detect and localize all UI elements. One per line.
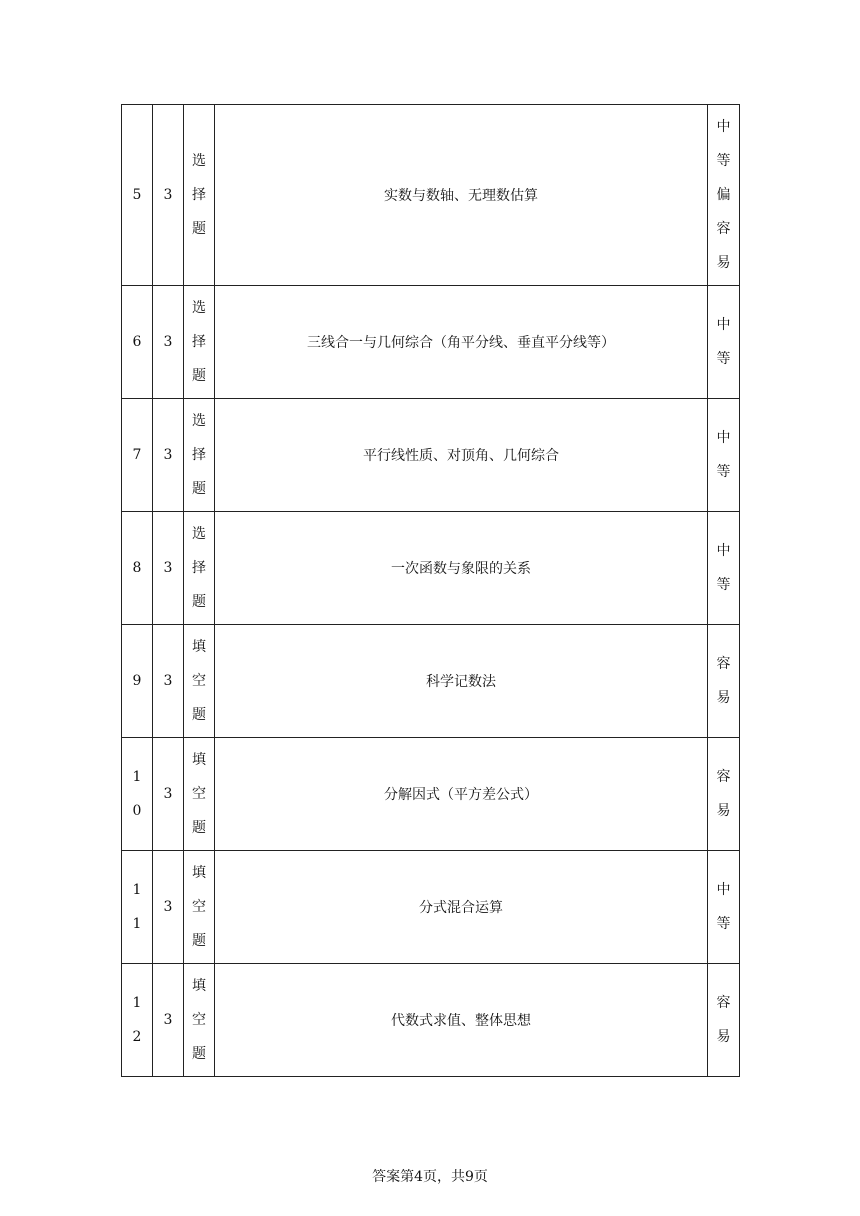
table-row xyxy=(122,964,740,1077)
table-row xyxy=(122,399,740,512)
question-score xyxy=(153,964,184,1077)
table-body xyxy=(122,105,740,1077)
question-type-text: 填 空 题 xyxy=(192,752,206,836)
question-score-text: 3 xyxy=(163,334,173,350)
question-type xyxy=(184,512,215,625)
knowledge-point: 一次函数与象限的关系 xyxy=(215,512,708,625)
table-row xyxy=(122,512,740,625)
question-number xyxy=(122,105,153,286)
question-score-text: 3 xyxy=(163,447,173,463)
question-score-text: 3 xyxy=(163,187,173,203)
question-type xyxy=(184,286,215,399)
knowledge-point: 三线合一与几何综合（角平分线、垂直平分线等） xyxy=(215,286,708,399)
knowledge-point: 分式混合运算 xyxy=(215,851,708,964)
difficulty xyxy=(708,625,740,738)
question-type-text: 选 择 题 xyxy=(192,153,206,237)
difficulty-text: 容 易 xyxy=(716,769,731,819)
question-score-text: 3 xyxy=(163,560,173,576)
question-type xyxy=(184,625,215,738)
table-row xyxy=(122,105,740,286)
question-score xyxy=(153,625,184,738)
table-row xyxy=(122,738,740,851)
question-number-text: 1 0 xyxy=(132,769,142,819)
answer-analysis-table xyxy=(121,104,740,1077)
question-number-text: 7 xyxy=(132,447,142,463)
difficulty xyxy=(708,399,740,512)
question-score xyxy=(153,286,184,399)
difficulty xyxy=(708,105,740,286)
difficulty xyxy=(708,512,740,625)
question-type xyxy=(184,851,215,964)
difficulty xyxy=(708,286,740,399)
question-type-text: 选 择 题 xyxy=(192,413,206,497)
knowledge-point: 代数式求值、整体思想 xyxy=(215,964,708,1077)
difficulty-text: 中 等 xyxy=(716,317,731,367)
knowledge-point: 分解因式（平方差公式） xyxy=(215,738,708,851)
question-score-text: 3 xyxy=(163,673,173,689)
question-type-text: 填 空 题 xyxy=(192,978,206,1062)
difficulty-text: 容 易 xyxy=(716,656,731,706)
question-number-text: 1 2 xyxy=(132,995,142,1045)
question-number xyxy=(122,512,153,625)
knowledge-point: 科学记数法 xyxy=(215,625,708,738)
question-score xyxy=(153,399,184,512)
table-row xyxy=(122,851,740,964)
difficulty xyxy=(708,964,740,1077)
page-footer: 答案第4页，共9页 xyxy=(372,1169,488,1185)
knowledge-point: 平行线性质、对顶角、几何综合 xyxy=(215,399,708,512)
question-type-text: 选 择 题 xyxy=(192,300,206,384)
question-number xyxy=(122,851,153,964)
table-row xyxy=(122,625,740,738)
question-type-text: 选 择 题 xyxy=(192,526,206,610)
knowledge-point: 实数与数轴、无理数估算 xyxy=(215,105,708,286)
question-score-text: 3 xyxy=(163,899,173,915)
question-number-text: 6 xyxy=(132,334,142,350)
difficulty xyxy=(708,738,740,851)
question-number xyxy=(122,738,153,851)
difficulty-text: 容 易 xyxy=(716,995,731,1045)
question-type xyxy=(184,399,215,512)
question-type-text: 填 空 题 xyxy=(192,865,206,949)
question-type-text: 填 空 题 xyxy=(192,639,206,723)
question-score-text: 3 xyxy=(163,786,173,802)
table-row xyxy=(122,286,740,399)
difficulty-text: 中 等 偏 容 易 xyxy=(716,119,731,271)
question-number-text: 9 xyxy=(132,673,142,689)
question-number-text: 8 xyxy=(132,560,142,576)
question-number xyxy=(122,964,153,1077)
question-number-text: 1 1 xyxy=(132,882,142,932)
question-score-text: 3 xyxy=(163,1012,173,1028)
question-number xyxy=(122,399,153,512)
question-score xyxy=(153,105,184,286)
question-score xyxy=(153,851,184,964)
question-type xyxy=(184,738,215,851)
question-number-text: 5 xyxy=(132,187,142,203)
difficulty xyxy=(708,851,740,964)
question-score xyxy=(153,738,184,851)
question-type xyxy=(184,105,215,286)
difficulty-text: 中 等 xyxy=(716,882,731,932)
question-number xyxy=(122,625,153,738)
question-type xyxy=(184,964,215,1077)
question-number xyxy=(122,286,153,399)
difficulty-text: 中 等 xyxy=(716,543,731,593)
difficulty-text: 中 等 xyxy=(716,430,731,480)
question-score xyxy=(153,512,184,625)
